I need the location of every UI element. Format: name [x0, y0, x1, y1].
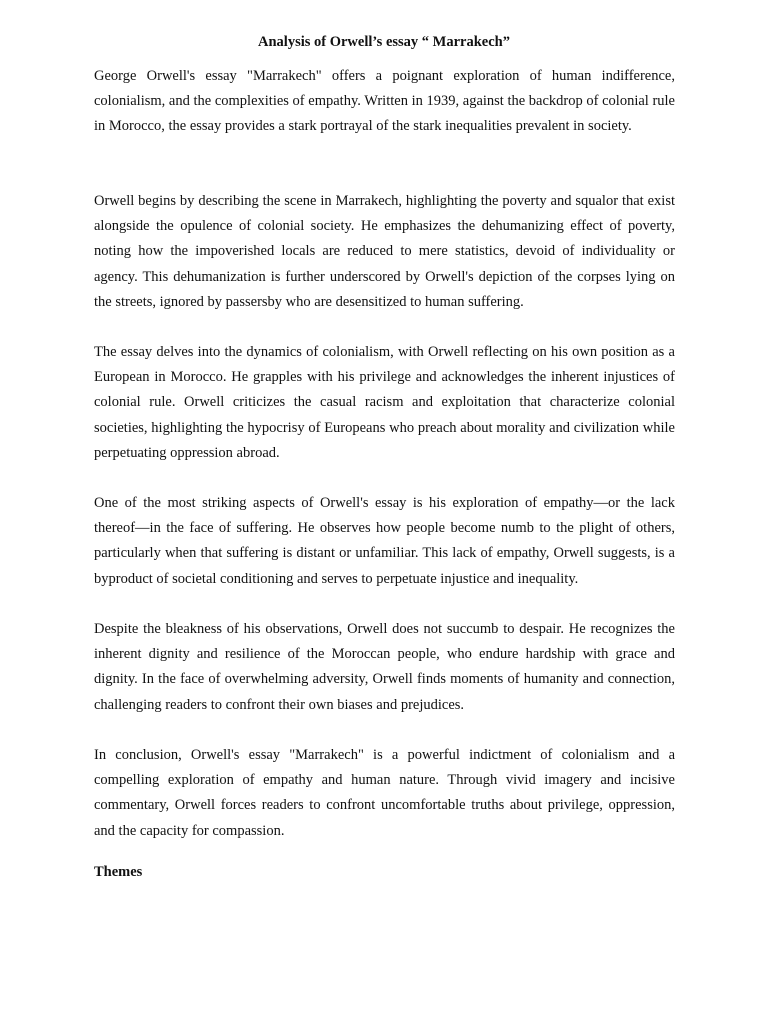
document-title: Analysis of Orwell’s essay “ Marrakech” — [258, 34, 510, 50]
paragraph-conclusion: In conclusion, Orwell's essay "Marrakech" is a powerful indictment of colonialism and a compelling exploration of empathy and human nature. Through vivid imagery and incisive commentary, Orwell forces readers to confront uncomfortable truths about privilege, oppression, and the capacity for compassion. — [94, 747, 675, 839]
paragraph-introduction: George Orwell's essay "Marrakech" offers a poignant exploration of human indifference, colonialism, and the complexities of empathy. Written in 1939, against the backdrop of colonial rule in Morocco, the essay provides a stark portrayal of the stark inequalities prevalent in society. — [94, 68, 675, 135]
paragraph-colonialism: The essay delves into the dynamics of colonialism, with Orwell reflecting on his own position as a European in Morocco. He grapples with his privilege and acknowledges the inherent injustices of colonial rule. Orwell criticizes the casual racism and exploitation that characterize colonial societies, highlighting the hypocrisy of Europeans who preach about morality and civilization while perpetuating oppression abroad. — [94, 344, 675, 461]
paragraph-poverty: Orwell begins by describing the scene in Marrakech, highlighting the poverty and squalor that exist alongside the opulence of colonial society. He emphasizes the dehumanizing effect of poverty, noting how the impoverished locals are reduced to mere statistics, devoid of individuality or agency. This dehumanization is further underscored by Orwell's depiction of the corpses lying on the streets, ignored by passersby who are desensitized to human suffering. — [94, 193, 675, 310]
section-heading-themes: Themes — [94, 864, 143, 880]
paragraph-dignity: Despite the bleakness of his observations, Orwell does not succumb to despair. He recognizes the inherent dignity and resilience of the Moroccan people, who endure hardship with grace and dignity. In the face of overwhelming adversity, Orwell finds moments of humanity and connection, challenging readers to confront their own biases and prejudices. — [94, 621, 675, 713]
paragraph-empathy: One of the most striking aspects of Orwell's essay is his exploration of empathy—or the lack thereof—in the face of suffering. He observes how people become numb to the plight of others, particularly when that suffering is distant or unfamiliar. This lack of empathy, Orwell suggests, is a byproduct of societal conditioning and serves to perpetuate injustice and inequality. — [94, 495, 675, 587]
